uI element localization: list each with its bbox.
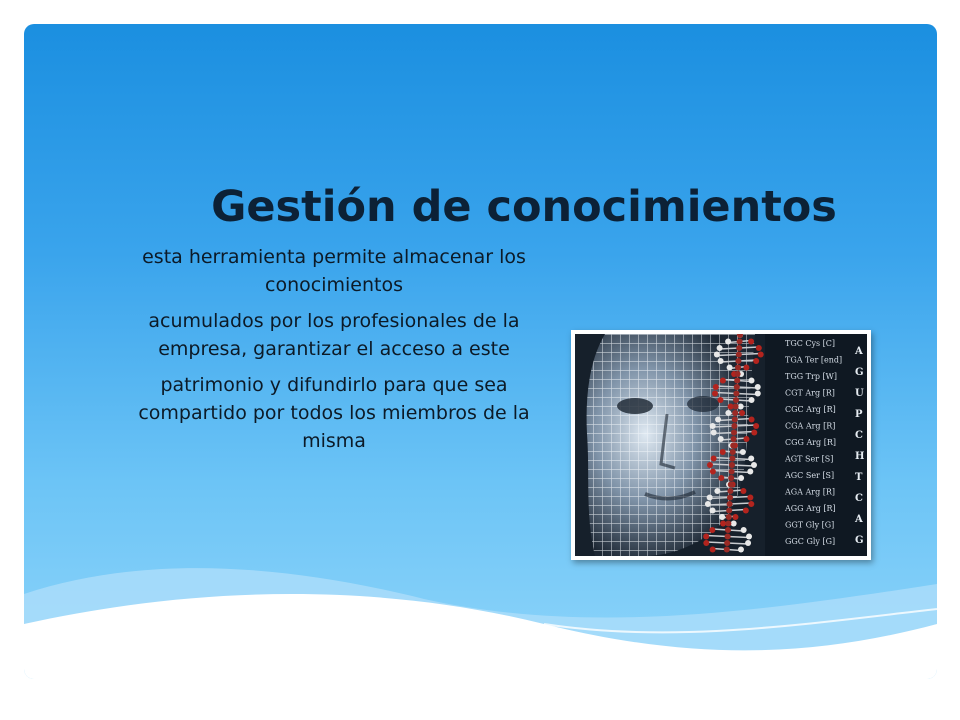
side-letter: G	[855, 535, 864, 546]
codon-row: CGG Arg [R]	[785, 438, 836, 447]
slide-title: Gestión de conocimientos	[211, 182, 837, 232]
codon-row: CGT Arg [R]	[785, 388, 835, 398]
paragraph-2: acumulados por los profesionales de la empresa, garantizar el acceso a este	[148, 310, 520, 360]
side-letter: C	[855, 493, 863, 504]
codon-row: AGA Arg [R]	[785, 487, 836, 497]
side-letter: A	[855, 514, 863, 525]
codon-row: GGT Gly [G]	[785, 520, 835, 530]
body-text	[134, 243, 534, 463]
dna-face-illustration	[575, 334, 867, 556]
paragraph-3: patrimonio y difundirlo para que sea compartido por todos los miembros de la misma	[138, 374, 530, 452]
slide	[24, 24, 937, 679]
side-letter: H	[855, 451, 865, 462]
dna-face-image	[571, 330, 871, 560]
codon-row: CGC Arg [R]	[785, 405, 836, 414]
side-letter: A	[855, 346, 863, 357]
codon-row: TGG Trp [W]	[785, 372, 837, 381]
side-letter: G	[855, 367, 864, 378]
codon-row: TGA Ter [end]	[785, 355, 843, 365]
codon-row: TGC Cys [C]	[785, 339, 836, 348]
codon-row: AGG Arg [R]	[785, 504, 836, 513]
codon-row: AGC Ser [S]	[785, 471, 835, 480]
side-letter: U	[855, 388, 864, 399]
codon-row: CGA Arg [R]	[785, 421, 836, 431]
side-letter: P	[855, 409, 863, 420]
codon-row: AGT Ser [S]	[785, 454, 834, 464]
paragraph-1: esta herramienta permite almacenar los conocimientos	[142, 246, 526, 296]
side-letter: C	[855, 430, 863, 441]
codon-row: GGC Gly [G]	[785, 537, 836, 546]
side-letter: T	[855, 472, 863, 483]
